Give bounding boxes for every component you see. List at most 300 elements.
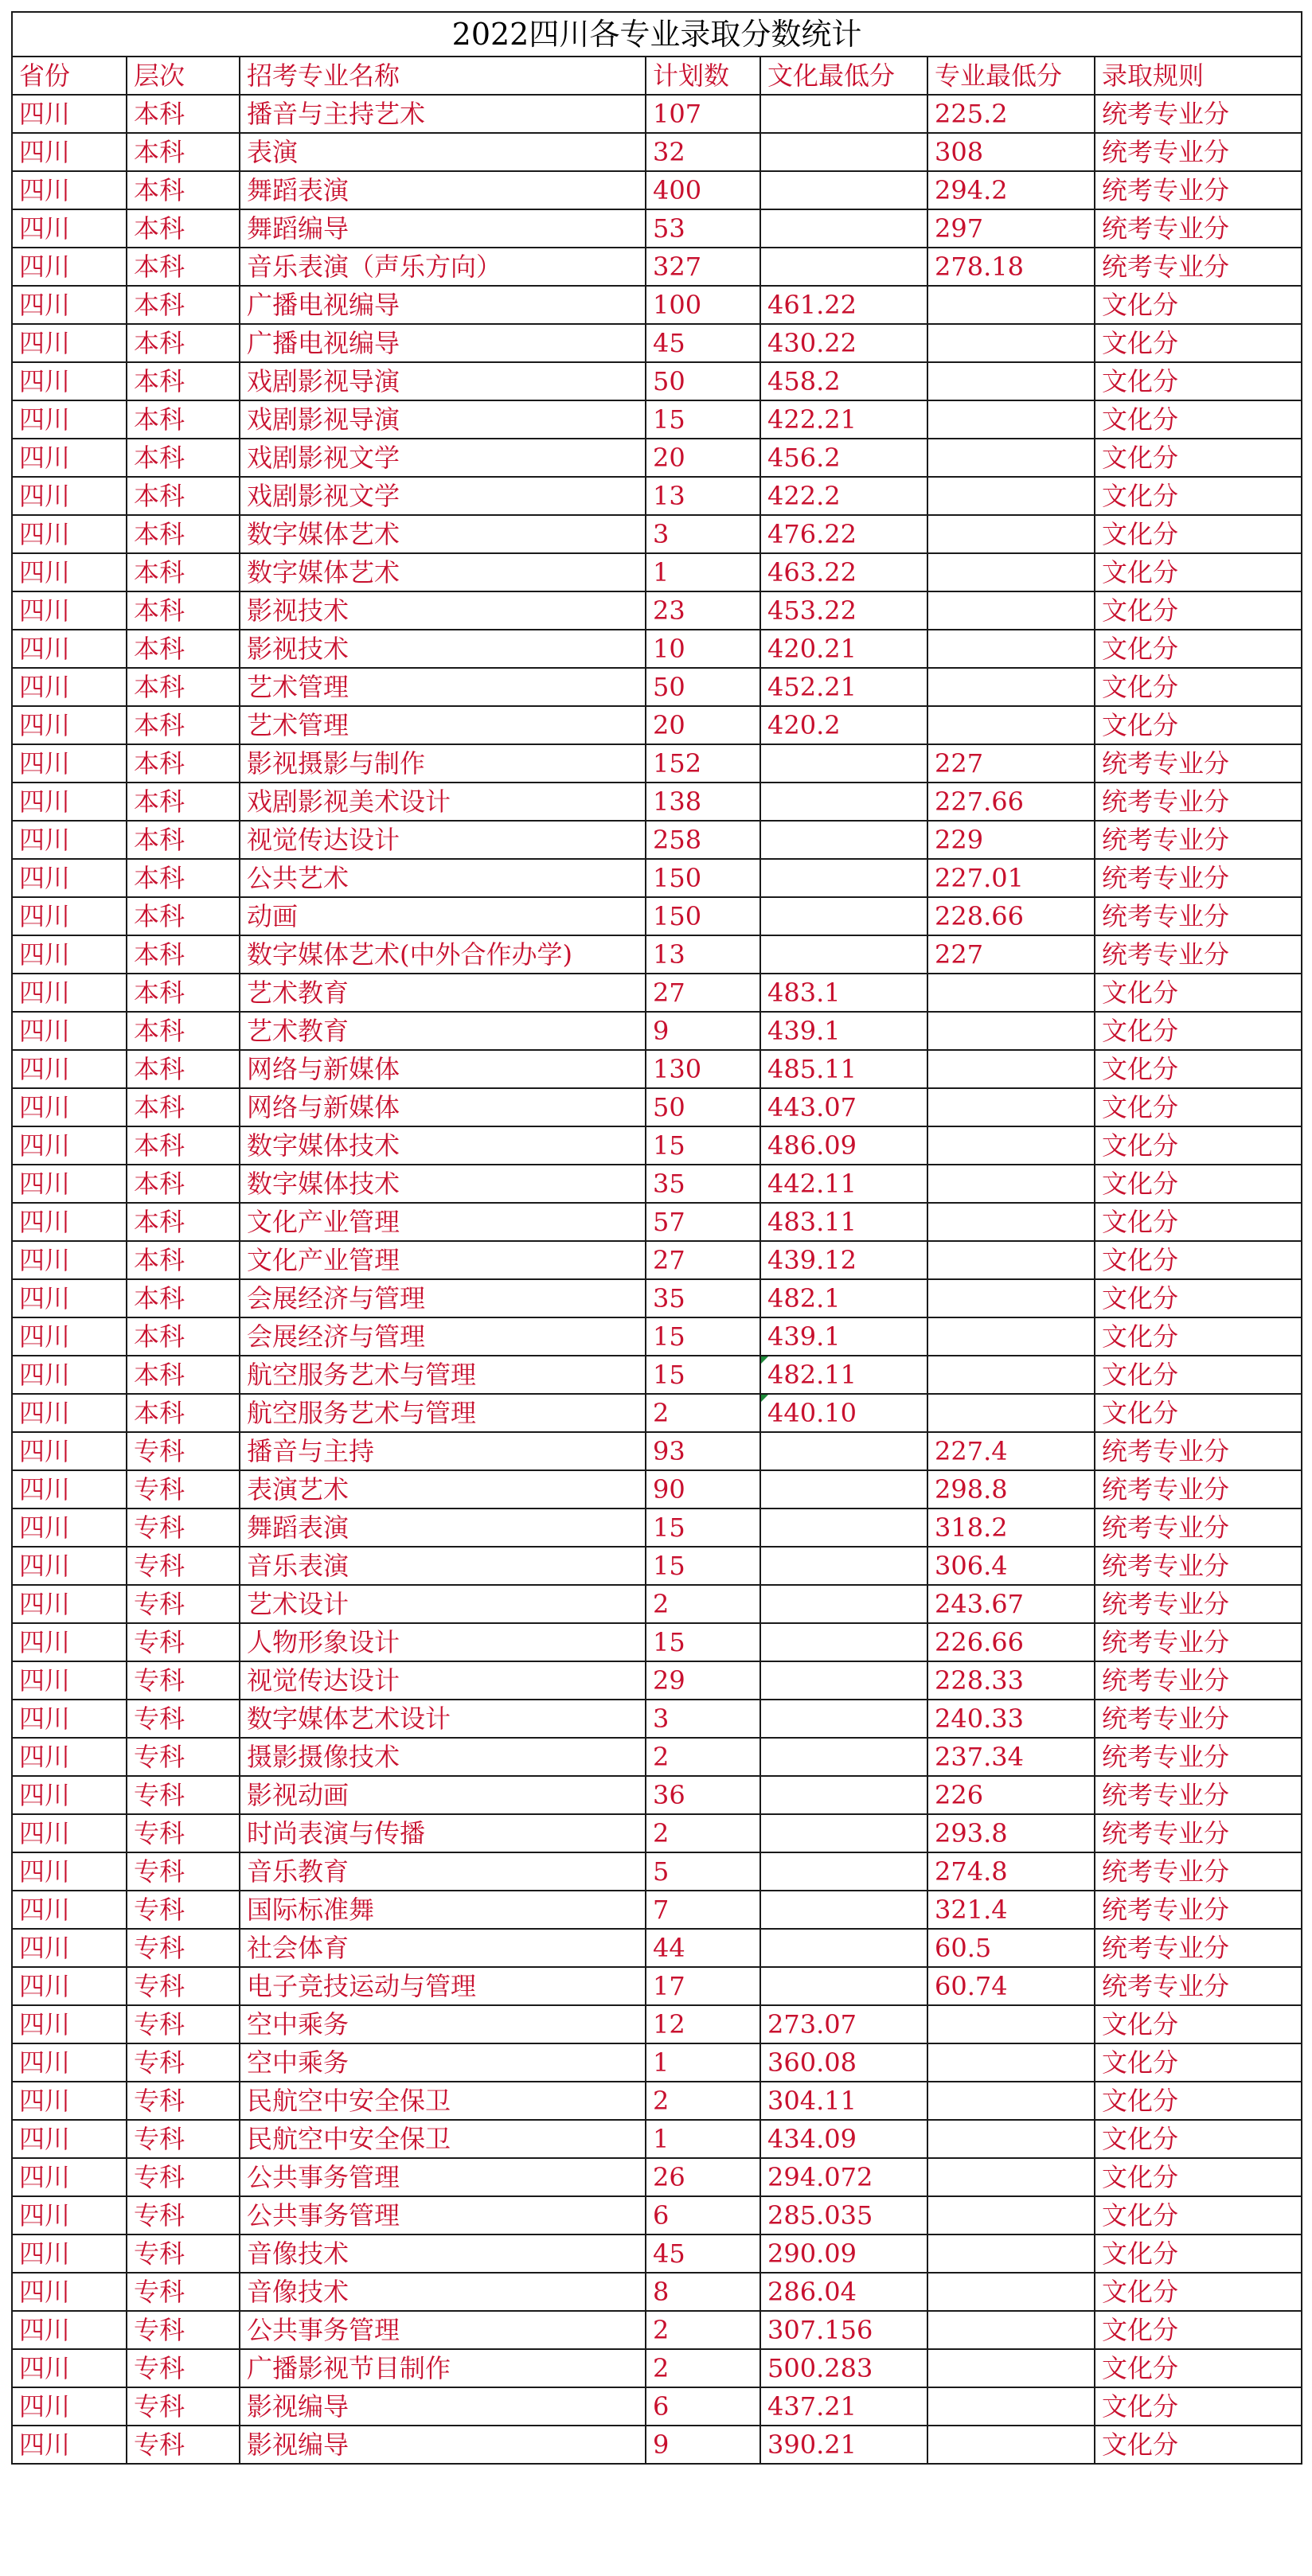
- major-min-score-cell: 278.18: [927, 248, 1095, 286]
- province-cell: 四川: [12, 1088, 127, 1126]
- major-min-score-cell: [927, 591, 1095, 630]
- major-name-cell: 舞蹈表演: [240, 1509, 646, 1547]
- plan-count-cell: 9: [646, 2426, 760, 2464]
- culture-min-score-cell: 456.2: [760, 439, 927, 477]
- level-cell: 本科: [127, 95, 240, 133]
- table-row: [12, 1967, 1302, 2005]
- major-min-score-cell: [927, 2273, 1095, 2311]
- admission-rule-cell: 统考专业分: [1095, 1776, 1302, 1814]
- province-cell: 四川: [12, 591, 127, 630]
- plan-count-cell: 12: [646, 2005, 760, 2043]
- level-cell: 专科: [127, 2349, 240, 2387]
- province-cell: 四川: [12, 1317, 127, 1356]
- level-cell: 专科: [127, 2234, 240, 2273]
- plan-count-cell: 1: [646, 2120, 760, 2158]
- major-min-score-cell: [927, 2082, 1095, 2120]
- major-min-score-cell: 227.01: [927, 859, 1095, 897]
- level-cell: 本科: [127, 171, 240, 209]
- major-min-score-cell: [927, 706, 1095, 744]
- table-row: [12, 2349, 1302, 2387]
- level-cell: 本科: [127, 1050, 240, 1088]
- table-row: [12, 1126, 1302, 1165]
- plan-count-cell: 8: [646, 2273, 760, 2311]
- culture-min-score-cell: [760, 859, 927, 897]
- culture-min-score-cell: [760, 897, 927, 935]
- province-cell: 四川: [12, 2196, 127, 2234]
- province-cell: 四川: [12, 439, 127, 477]
- culture-min-score-cell: 286.04: [760, 2273, 927, 2311]
- major-min-score-cell: [927, 2120, 1095, 2158]
- plan-count-cell: 15: [646, 1356, 760, 1394]
- province-cell: 四川: [12, 1203, 127, 1241]
- level-cell: 专科: [127, 1700, 240, 1738]
- major-min-score-cell: [927, 1165, 1095, 1203]
- level-cell: 本科: [127, 324, 240, 362]
- table-row: [12, 897, 1302, 935]
- province-cell: 四川: [12, 1738, 127, 1776]
- level-cell: 本科: [127, 1088, 240, 1126]
- admission-rule-cell: 文化分: [1095, 1203, 1302, 1241]
- admission-rule-cell: 统考专业分: [1095, 783, 1302, 821]
- province-cell: 四川: [12, 1852, 127, 1891]
- plan-count-cell: 130: [646, 1050, 760, 1088]
- plan-count-cell: 3: [646, 515, 760, 553]
- table-row: [12, 1470, 1302, 1509]
- plan-count-cell: 15: [646, 1126, 760, 1165]
- province-cell: 四川: [12, 95, 127, 133]
- admission-rule-cell: 统考专业分: [1095, 1967, 1302, 2005]
- admission-rule-cell: 统考专业分: [1095, 859, 1302, 897]
- admission-rule-cell: 文化分: [1095, 2426, 1302, 2464]
- level-cell: 专科: [127, 2311, 240, 2349]
- table-row: [12, 1585, 1302, 1623]
- major-name-cell: 广播电视编导: [240, 324, 646, 362]
- province-cell: 四川: [12, 897, 127, 935]
- admission-rule-cell: 文化分: [1095, 2387, 1302, 2426]
- admission-rule-cell: 文化分: [1095, 2196, 1302, 2234]
- major-min-score-cell: [927, 477, 1095, 515]
- culture-min-score-cell: 360.08: [760, 2043, 927, 2082]
- header-plan-count: 计划数: [646, 57, 760, 95]
- admission-rule-cell: 统考专业分: [1095, 1891, 1302, 1929]
- plan-count-cell: 2: [646, 2082, 760, 2120]
- table-row: [12, 1088, 1302, 1126]
- province-cell: 四川: [12, 515, 127, 553]
- major-name-cell: 电子竞技运动与管理: [240, 1967, 646, 2005]
- table-row: [12, 1738, 1302, 1776]
- header-major-name: 招考专业名称: [240, 57, 646, 95]
- level-cell: 本科: [127, 974, 240, 1012]
- culture-min-score-cell: [760, 1814, 927, 1852]
- culture-min-score-cell: 453.22: [760, 591, 927, 630]
- level-cell: 专科: [127, 2273, 240, 2311]
- province-cell: 四川: [12, 1470, 127, 1509]
- major-min-score-cell: [927, 1012, 1095, 1050]
- admission-rule-cell: 统考专业分: [1095, 248, 1302, 286]
- major-min-score-cell: [927, 2349, 1095, 2387]
- major-name-cell: 文化产业管理: [240, 1203, 646, 1241]
- admission-rule-cell: 文化分: [1095, 1241, 1302, 1279]
- table-row: [12, 477, 1302, 515]
- admission-rule-cell: 文化分: [1095, 591, 1302, 630]
- plan-count-cell: 2: [646, 2311, 760, 2349]
- table-title: 2022四川各专业录取分数统计: [12, 12, 1302, 57]
- level-cell: 本科: [127, 477, 240, 515]
- culture-min-score-cell: 485.11: [760, 1050, 927, 1088]
- header-row: [12, 57, 1302, 95]
- admission-rule-cell: 统考专业分: [1095, 1585, 1302, 1623]
- major-name-cell: 航空服务艺术与管理: [240, 1394, 646, 1432]
- province-cell: 四川: [12, 2120, 127, 2158]
- major-min-score-cell: [927, 2196, 1095, 2234]
- major-min-score-cell: [927, 668, 1095, 706]
- admission-rule-cell: 文化分: [1095, 2005, 1302, 2043]
- major-min-score-cell: [927, 974, 1095, 1012]
- level-cell: 专科: [127, 2387, 240, 2426]
- culture-min-score-cell: [760, 744, 927, 783]
- major-min-score-cell: [927, 400, 1095, 439]
- province-cell: 四川: [12, 1279, 127, 1317]
- major-name-cell: 艺术管理: [240, 668, 646, 706]
- plan-count-cell: 258: [646, 821, 760, 859]
- culture-min-score-cell: [760, 1929, 927, 1967]
- culture-min-score-cell: [760, 821, 927, 859]
- major-name-cell: 动画: [240, 897, 646, 935]
- plan-count-cell: 6: [646, 2196, 760, 2234]
- major-min-score-cell: 321.4: [927, 1891, 1095, 1929]
- major-name-cell: 戏剧影视导演: [240, 362, 646, 400]
- admission-rule-cell: 统考专业分: [1095, 209, 1302, 248]
- culture-min-score-cell: [760, 1852, 927, 1891]
- culture-min-score-cell: 483.11: [760, 1203, 927, 1241]
- culture-min-score-cell: [760, 248, 927, 286]
- level-cell: 本科: [127, 400, 240, 439]
- table-row: [12, 591, 1302, 630]
- province-cell: 四川: [12, 1585, 127, 1623]
- header-major-min-score: 专业最低分: [927, 57, 1095, 95]
- culture-min-score-cell: [760, 1432, 927, 1470]
- culture-min-score-cell: 500.283: [760, 2349, 927, 2387]
- table-row: [12, 439, 1302, 477]
- culture-min-score-cell: [760, 1661, 927, 1700]
- major-name-cell: 艺术设计: [240, 1585, 646, 1623]
- admission-rule-cell: 文化分: [1095, 630, 1302, 668]
- table-row: [12, 1891, 1302, 1929]
- admission-rule-cell: 文化分: [1095, 2043, 1302, 2082]
- culture-min-score-cell: [760, 1738, 927, 1776]
- plan-count-cell: 93: [646, 1432, 760, 1470]
- major-name-cell: 公共事务管理: [240, 2311, 646, 2349]
- table-body: [12, 95, 1302, 2464]
- culture-min-score-cell: 458.2: [760, 362, 927, 400]
- level-cell: 本科: [127, 1241, 240, 1279]
- major-name-cell: 数字媒体艺术设计: [240, 1700, 646, 1738]
- culture-min-score-cell: 482.1: [760, 1279, 927, 1317]
- level-cell: 本科: [127, 783, 240, 821]
- major-name-cell: 社会体育: [240, 1929, 646, 1967]
- level-cell: 专科: [127, 2426, 240, 2464]
- major-min-score-cell: [927, 439, 1095, 477]
- table-row: [12, 1279, 1302, 1317]
- major-name-cell: 摄影摄像技术: [240, 1738, 646, 1776]
- culture-min-score-cell: 420.21: [760, 630, 927, 668]
- level-cell: 本科: [127, 859, 240, 897]
- province-cell: 四川: [12, 744, 127, 783]
- culture-min-score-cell: 437.21: [760, 2387, 927, 2426]
- major-name-cell: 空中乘务: [240, 2043, 646, 2082]
- table-row: [12, 324, 1302, 362]
- plan-count-cell: 20: [646, 439, 760, 477]
- culture-min-score-cell: [760, 935, 927, 974]
- culture-min-score-cell: [760, 133, 927, 171]
- table-row: [12, 1929, 1302, 1967]
- plan-count-cell: 36: [646, 1776, 760, 1814]
- admission-rule-cell: 文化分: [1095, 2158, 1302, 2196]
- plan-count-cell: 2: [646, 1814, 760, 1852]
- plan-count-cell: 50: [646, 1088, 760, 1126]
- admission-rule-cell: 统考专业分: [1095, 1852, 1302, 1891]
- major-min-score-cell: 228.33: [927, 1661, 1095, 1700]
- table-row: [12, 1776, 1302, 1814]
- plan-count-cell: 50: [646, 362, 760, 400]
- table-row: [12, 1623, 1302, 1661]
- table-row: [12, 935, 1302, 974]
- table-row: [12, 286, 1302, 324]
- major-min-score-cell: [927, 2387, 1095, 2426]
- major-min-score-cell: [927, 1050, 1095, 1088]
- header-province: 省份: [12, 57, 127, 95]
- table-row: [12, 515, 1302, 553]
- plan-count-cell: 45: [646, 324, 760, 362]
- plan-count-cell: 150: [646, 897, 760, 935]
- culture-min-score-cell: 439.12: [760, 1241, 927, 1279]
- major-name-cell: 影视编导: [240, 2387, 646, 2426]
- province-cell: 四川: [12, 324, 127, 362]
- plan-count-cell: 15: [646, 1509, 760, 1547]
- culture-min-score-cell: 439.1: [760, 1012, 927, 1050]
- plan-count-cell: 6: [646, 2387, 760, 2426]
- major-min-score-cell: 227: [927, 935, 1095, 974]
- province-cell: 四川: [12, 1661, 127, 1700]
- admission-rule-cell: 统考专业分: [1095, 1929, 1302, 1967]
- major-min-score-cell: [927, 362, 1095, 400]
- table-row: [12, 95, 1302, 133]
- province-cell: 四川: [12, 1241, 127, 1279]
- table-row: [12, 1050, 1302, 1088]
- major-min-score-cell: 228.66: [927, 897, 1095, 935]
- admission-rule-cell: 文化分: [1095, 974, 1302, 1012]
- province-cell: 四川: [12, 1050, 127, 1088]
- table-row: [12, 1814, 1302, 1852]
- level-cell: 专科: [127, 1547, 240, 1585]
- major-min-score-cell: 226: [927, 1776, 1095, 1814]
- major-name-cell: 音像技术: [240, 2273, 646, 2311]
- admission-rule-cell: 文化分: [1095, 1394, 1302, 1432]
- culture-min-score-cell: [760, 1700, 927, 1738]
- plan-count-cell: 20: [646, 706, 760, 744]
- level-cell: 专科: [127, 1891, 240, 1929]
- culture-min-score-cell: 442.11: [760, 1165, 927, 1203]
- plan-count-cell: 29: [646, 1661, 760, 1700]
- culture-min-score-cell: 434.09: [760, 2120, 927, 2158]
- plan-count-cell: 90: [646, 1470, 760, 1509]
- major-min-score-cell: [927, 1356, 1095, 1394]
- major-name-cell: 数字媒体技术: [240, 1165, 646, 1203]
- table-row: [12, 2426, 1302, 2464]
- table-row: [12, 209, 1302, 248]
- province-cell: 四川: [12, 821, 127, 859]
- major-min-score-cell: [927, 324, 1095, 362]
- major-name-cell: 数字媒体艺术(中外合作办学): [240, 935, 646, 974]
- major-name-cell: 艺术教育: [240, 974, 646, 1012]
- major-name-cell: 艺术管理: [240, 706, 646, 744]
- admission-rule-cell: 统考专业分: [1095, 1700, 1302, 1738]
- admission-rule-cell: 统考专业分: [1095, 1432, 1302, 1470]
- level-cell: 专科: [127, 2120, 240, 2158]
- plan-count-cell: 35: [646, 1279, 760, 1317]
- header-admission-rule: 录取规则: [1095, 57, 1302, 95]
- plan-count-cell: 27: [646, 1241, 760, 1279]
- province-cell: 四川: [12, 1126, 127, 1165]
- province-cell: 四川: [12, 2349, 127, 2387]
- major-min-score-cell: [927, 1088, 1095, 1126]
- province-cell: 四川: [12, 1509, 127, 1547]
- admission-rule-cell: 文化分: [1095, 362, 1302, 400]
- level-cell: 专科: [127, 2043, 240, 2082]
- major-name-cell: 戏剧影视美术设计: [240, 783, 646, 821]
- major-min-score-cell: 293.8: [927, 1814, 1095, 1852]
- province-cell: 四川: [12, 2387, 127, 2426]
- province-cell: 四川: [12, 1356, 127, 1394]
- level-cell: 专科: [127, 1852, 240, 1891]
- major-min-score-cell: 240.33: [927, 1700, 1095, 1738]
- admission-rule-cell: 文化分: [1095, 668, 1302, 706]
- major-name-cell: 广播影视节目制作: [240, 2349, 646, 2387]
- level-cell: 专科: [127, 1432, 240, 1470]
- major-name-cell: 表演: [240, 133, 646, 171]
- major-name-cell: 戏剧影视文学: [240, 439, 646, 477]
- major-min-score-cell: [927, 2311, 1095, 2349]
- plan-count-cell: 15: [646, 1317, 760, 1356]
- province-cell: 四川: [12, 1929, 127, 1967]
- admission-rule-cell: 文化分: [1095, 439, 1302, 477]
- table-row: [12, 2273, 1302, 2311]
- plan-count-cell: 27: [646, 974, 760, 1012]
- major-min-score-cell: [927, 1126, 1095, 1165]
- admission-rule-cell: 文化分: [1095, 706, 1302, 744]
- level-cell: 专科: [127, 1814, 240, 1852]
- plan-count-cell: 13: [646, 935, 760, 974]
- table-row: [12, 1432, 1302, 1470]
- major-min-score-cell: 308: [927, 133, 1095, 171]
- culture-min-score-cell: 285.035: [760, 2196, 927, 2234]
- major-name-cell: 数字媒体技术: [240, 1126, 646, 1165]
- level-cell: 本科: [127, 248, 240, 286]
- province-cell: 四川: [12, 1623, 127, 1661]
- province-cell: 四川: [12, 706, 127, 744]
- major-min-score-cell: 226.66: [927, 1623, 1095, 1661]
- plan-count-cell: 10: [646, 630, 760, 668]
- province-cell: 四川: [12, 1776, 127, 1814]
- major-min-score-cell: [927, 2234, 1095, 2273]
- table-row: [12, 362, 1302, 400]
- major-min-score-cell: 306.4: [927, 1547, 1095, 1585]
- table-row: [12, 2120, 1302, 2158]
- culture-min-score-cell: [760, 1891, 927, 1929]
- level-cell: 本科: [127, 439, 240, 477]
- major-name-cell: 音乐表演: [240, 1547, 646, 1585]
- major-name-cell: 公共事务管理: [240, 2196, 646, 2234]
- level-cell: 本科: [127, 591, 240, 630]
- major-min-score-cell: 318.2: [927, 1509, 1095, 1547]
- culture-min-score-cell: 461.22: [760, 286, 927, 324]
- plan-count-cell: 35: [646, 1165, 760, 1203]
- province-cell: 四川: [12, 935, 127, 974]
- province-cell: 四川: [12, 2043, 127, 2082]
- culture-min-score-cell: [760, 1547, 927, 1585]
- major-min-score-cell: 60.74: [927, 1967, 1095, 2005]
- province-cell: 四川: [12, 171, 127, 209]
- table-row: [12, 2158, 1302, 2196]
- major-name-cell: 影视动画: [240, 1776, 646, 1814]
- table-row: [12, 1394, 1302, 1432]
- culture-min-score-cell: [760, 209, 927, 248]
- level-cell: 专科: [127, 1623, 240, 1661]
- table-row: [12, 1241, 1302, 1279]
- culture-min-score-cell: 420.2: [760, 706, 927, 744]
- plan-count-cell: 15: [646, 1547, 760, 1585]
- major-name-cell: 人物形象设计: [240, 1623, 646, 1661]
- province-cell: 四川: [12, 1891, 127, 1929]
- level-cell: 专科: [127, 1661, 240, 1700]
- table-row: [12, 706, 1302, 744]
- province-cell: 四川: [12, 248, 127, 286]
- major-name-cell: 舞蹈表演: [240, 171, 646, 209]
- level-cell: 本科: [127, 668, 240, 706]
- table-row: [12, 2082, 1302, 2120]
- level-cell: 本科: [127, 821, 240, 859]
- province-cell: 四川: [12, 2005, 127, 2043]
- admission-score-table: [11, 11, 1302, 2465]
- plan-count-cell: 9: [646, 1012, 760, 1050]
- table-row: [12, 2005, 1302, 2043]
- province-cell: 四川: [12, 362, 127, 400]
- table-row: [12, 859, 1302, 897]
- major-min-score-cell: [927, 1317, 1095, 1356]
- level-cell: 本科: [127, 209, 240, 248]
- culture-min-score-cell: 307.156: [760, 2311, 927, 2349]
- plan-count-cell: 2: [646, 2349, 760, 2387]
- major-name-cell: 时尚表演与传播: [240, 1814, 646, 1852]
- admission-rule-cell: 文化分: [1095, 1012, 1302, 1050]
- major-min-score-cell: 274.8: [927, 1852, 1095, 1891]
- culture-min-score-cell: 390.21: [760, 2426, 927, 2464]
- admission-rule-cell: 文化分: [1095, 400, 1302, 439]
- admission-rule-cell: 文化分: [1095, 1279, 1302, 1317]
- major-min-score-cell: [927, 1279, 1095, 1317]
- plan-count-cell: 45: [646, 2234, 760, 2273]
- admission-rule-cell: 统考专业分: [1095, 821, 1302, 859]
- table-row: [12, 1547, 1302, 1585]
- level-cell: 本科: [127, 1012, 240, 1050]
- major-name-cell: 数字媒体艺术: [240, 515, 646, 553]
- province-cell: 四川: [12, 2082, 127, 2120]
- admission-rule-cell: 统考专业分: [1095, 1814, 1302, 1852]
- major-name-cell: 影视摄影与制作: [240, 744, 646, 783]
- province-cell: 四川: [12, 2273, 127, 2311]
- table-row: [12, 1012, 1302, 1050]
- admission-rule-cell: 文化分: [1095, 553, 1302, 591]
